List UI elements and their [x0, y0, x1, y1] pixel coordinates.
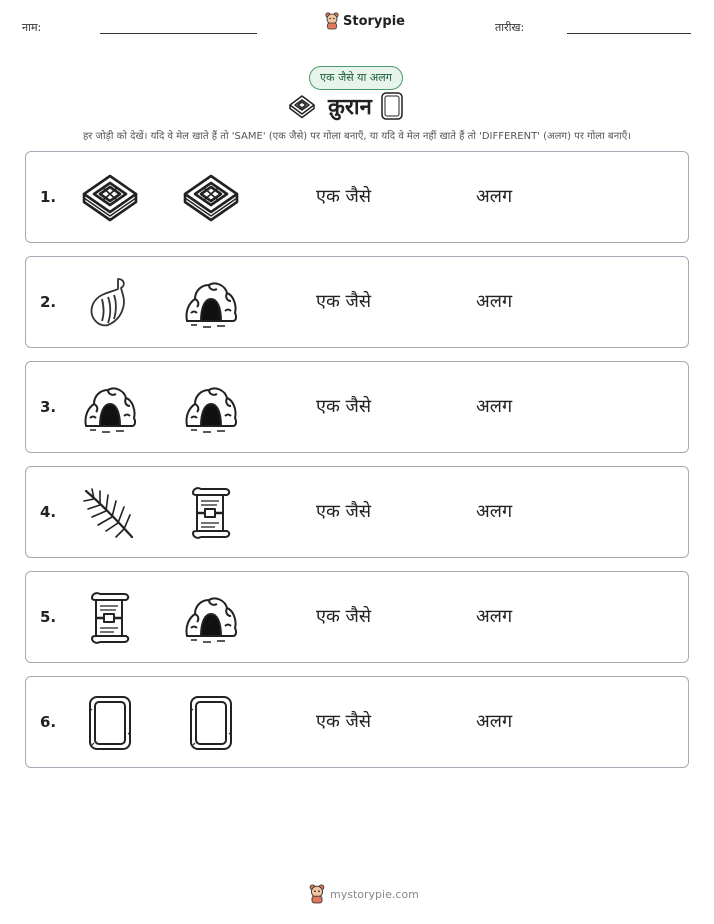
tablet-icon	[380, 91, 404, 121]
quran-book-icon	[284, 91, 320, 121]
question-row	[25, 361, 689, 453]
question-row	[25, 676, 689, 768]
question-number: 2.	[40, 293, 57, 311]
cave-icon	[80, 378, 140, 438]
tablet-icon	[80, 693, 140, 753]
question-row	[25, 571, 689, 663]
different-option[interactable]: अलग	[476, 606, 513, 627]
cave-icon	[181, 378, 241, 438]
brand-logo	[324, 12, 405, 30]
quran-book-icon	[80, 168, 140, 228]
fig-icon	[80, 273, 140, 333]
different-option[interactable]: अलग	[476, 711, 513, 732]
question-number: 4.	[40, 503, 57, 521]
question-row	[25, 256, 689, 348]
footer-site: mystorypie.com	[330, 887, 419, 901]
date-field[interactable]	[567, 33, 691, 34]
different-option[interactable]: अलग	[476, 501, 513, 522]
quran-book-icon	[181, 168, 241, 228]
same-option[interactable]: एक जैसे	[316, 501, 372, 522]
date-label: तारीख:	[495, 21, 525, 34]
bear-mascot-icon	[308, 884, 326, 904]
brand-name: Storypie	[343, 13, 405, 29]
different-option[interactable]: अलग	[476, 186, 513, 207]
question-number: 1.	[40, 188, 57, 206]
cave-icon	[181, 273, 241, 333]
same-option[interactable]: एक जैसे	[316, 396, 372, 417]
same-option[interactable]: एक जैसे	[316, 711, 372, 732]
scroll-icon	[181, 483, 241, 543]
topic-tag: एक जैसे या अलग	[309, 66, 403, 90]
same-option[interactable]: एक जैसे	[316, 186, 372, 207]
palm-leaf-icon	[80, 483, 140, 543]
question-number: 5.	[40, 608, 57, 626]
page-title: क़ुरान	[328, 95, 372, 120]
footer	[308, 884, 419, 904]
title-row	[284, 91, 404, 121]
bear-mascot-icon	[324, 12, 340, 30]
name-field[interactable]	[100, 33, 257, 34]
same-option[interactable]: एक जैसे	[316, 291, 372, 312]
instructions: हर जोड़ी को देखें। यदि वे मेल खाते हैं तो 'SAME' (एक जैसे) पर गोला बनाएँ, या यदि वे मेल नहीं खाते हैं तो 'DIFFERENT' (अलग) पर गोला बनाएँ।	[82, 131, 632, 142]
different-option[interactable]: अलग	[476, 291, 513, 312]
cave-icon	[181, 588, 241, 648]
name-label: नाम:	[22, 21, 42, 34]
question-number: 3.	[40, 398, 57, 416]
question-row	[25, 466, 689, 558]
tablet-icon	[181, 693, 241, 753]
different-option[interactable]: अलग	[476, 396, 513, 417]
question-number: 6.	[40, 713, 57, 731]
question-row	[25, 151, 689, 243]
scroll-icon	[80, 588, 140, 648]
same-option[interactable]: एक जैसे	[316, 606, 372, 627]
